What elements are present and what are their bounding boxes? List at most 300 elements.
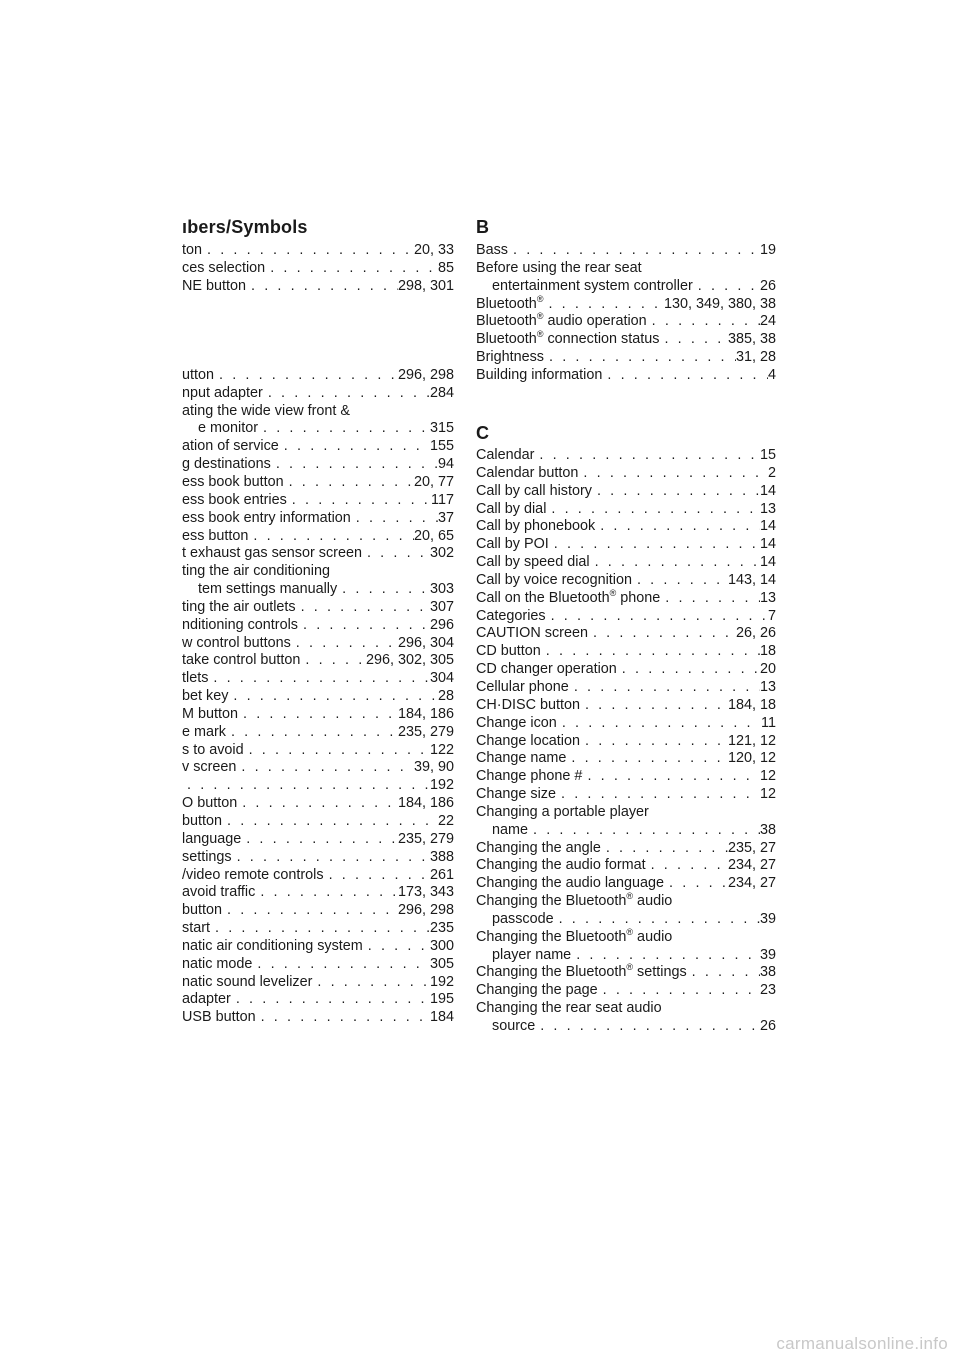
- index-entry-pages: 235, 279: [397, 723, 454, 740]
- index-spacer: [182, 296, 454, 314]
- index-entry-pages: 304: [429, 670, 454, 687]
- index-entry-pages: 155: [429, 438, 454, 455]
- index-entry-pages: 20, 65: [413, 527, 454, 544]
- dot-leader: [182, 777, 430, 795]
- index-entry: [476, 260, 776, 296]
- dot-leader: [214, 367, 398, 385]
- dot-leader: [231, 991, 430, 1009]
- dot-leader: [554, 911, 760, 929]
- index-entry-pages: 173, 343: [397, 884, 454, 901]
- dot-leader: [263, 385, 430, 403]
- index-entry-term: Call on the Bluetooth® phone: [476, 587, 661, 606]
- index-entry-term: t exhaust gas sensor screen: [182, 545, 362, 562]
- index-entry: [476, 893, 776, 929]
- dot-leader: [222, 902, 398, 920]
- dot-leader: [549, 536, 760, 554]
- index-entry-pages: 296, 302, 305: [365, 652, 454, 669]
- index-entry: [476, 964, 776, 982]
- dot-leader: [258, 420, 430, 438]
- section-heading-b: B: [476, 217, 490, 237]
- index-entry-pages: 296: [429, 616, 454, 633]
- dot-leader: [241, 831, 398, 849]
- index-entry: [476, 982, 776, 1000]
- index-entry: [476, 857, 776, 875]
- index-entry-term: Calendar: [476, 447, 535, 463]
- dot-leader: [546, 608, 768, 626]
- index-entry: [476, 367, 776, 385]
- index-entry-pages: 31, 28: [735, 349, 776, 366]
- index-entry-term: Changing the page: [476, 982, 598, 999]
- index-entry: [182, 456, 454, 474]
- index-entry-term: Call by POI: [476, 536, 549, 553]
- index-entry-pages: 12: [759, 768, 776, 785]
- index-entry: [476, 608, 776, 626]
- index-entry: [182, 563, 454, 599]
- index-entry: [182, 956, 454, 974]
- index-entry-pages: 18: [759, 643, 776, 660]
- index-entry-term: ces selection: [182, 259, 266, 276]
- index-entry: [476, 715, 776, 733]
- index-entry-term: ess button: [182, 527, 249, 544]
- entry-list-numbers-symbols: [182, 242, 454, 1027]
- dot-leader: [298, 617, 430, 635]
- dot-leader: [601, 840, 728, 858]
- index-entry: [182, 849, 454, 867]
- index-entry-term: Cellular phone: [476, 678, 569, 695]
- index-entry: [476, 733, 776, 751]
- index-entry-term: g destinations: [182, 456, 271, 473]
- index-entry: [476, 804, 776, 840]
- index-entry-pages: 14: [759, 518, 776, 535]
- index-entry: [476, 643, 776, 661]
- index-entry-pages: 122: [429, 741, 454, 758]
- dot-leader: [244, 742, 430, 760]
- index-entry-term: adapter: [182, 991, 231, 1008]
- dot-leader: [363, 938, 430, 956]
- dot-leader: [248, 528, 414, 546]
- index-entry-pages: 184, 186: [397, 795, 454, 812]
- index-entry: [476, 750, 776, 768]
- index-entry-pages: 39, 90: [413, 759, 454, 776]
- index-entry: [476, 447, 776, 465]
- dot-leader: [226, 724, 398, 742]
- dot-leader: [236, 759, 414, 777]
- index-entry: [182, 278, 454, 296]
- index-entry-term: take control button: [182, 652, 301, 669]
- dot-leader: [557, 715, 761, 733]
- index-entry-pages: 184: [429, 1009, 454, 1026]
- dot-leader: [312, 974, 430, 992]
- index-entry-term: Change icon: [476, 714, 557, 731]
- index-entry: [182, 688, 454, 706]
- index-entry: [182, 831, 454, 849]
- index-entry: [476, 625, 776, 643]
- index-entry: [476, 786, 776, 804]
- index-entry-pages: 300: [429, 937, 454, 954]
- index-entry: [182, 438, 454, 456]
- index-entry-term: Changing the angle: [476, 839, 601, 856]
- index-entry: [476, 465, 776, 483]
- index-entry-term: avoid traffic: [182, 884, 256, 901]
- index-entry-term: start: [182, 920, 210, 937]
- dot-leader: [284, 474, 414, 492]
- index-entry-term: source: [492, 1018, 536, 1034]
- index-entry-pages: 13: [759, 678, 776, 695]
- dot-leader: [541, 643, 760, 661]
- index-entry-term: bet key: [182, 688, 229, 705]
- index-entry: [182, 403, 454, 439]
- dot-leader: [646, 857, 728, 875]
- index-entry: [476, 768, 776, 786]
- dot-leader: [222, 813, 438, 831]
- index-entry-pages: 234, 27: [727, 875, 776, 892]
- index-entry: [182, 795, 454, 813]
- index-entry: [182, 938, 454, 956]
- index-entry: [182, 670, 454, 688]
- index-entry-pages: 261: [429, 866, 454, 883]
- dot-leader: [660, 590, 760, 608]
- index-entry: [182, 902, 454, 920]
- index-entry-pages: 13: [759, 500, 776, 517]
- index-entry: [476, 572, 776, 590]
- dot-leader: [543, 296, 664, 314]
- index-entry: [182, 242, 454, 260]
- index-entry: [182, 974, 454, 992]
- index-entry-term: Categories: [476, 607, 546, 624]
- index-entry-term: CAUTION screen: [476, 625, 588, 642]
- index-entry-term: e mark: [182, 723, 226, 740]
- index-entry: [182, 510, 454, 528]
- dot-leader: [287, 492, 431, 510]
- index-entry-pages: 15: [759, 447, 776, 463]
- index-entry-term: entertainment system controller: [492, 277, 693, 294]
- index-entry-term: CD button: [476, 643, 541, 660]
- index-entry-term: language: [182, 830, 242, 847]
- index-entry-term: nditioning controls: [182, 616, 298, 633]
- index-entry-term: Brightness: [476, 349, 544, 366]
- index-entry-term: tlets: [182, 670, 209, 687]
- dot-leader: [598, 982, 760, 1000]
- index-entry-pages: 14: [759, 554, 776, 571]
- index-entry-term: Call by phonebook: [476, 518, 596, 535]
- index-entry-term: Call by voice recognition: [476, 571, 632, 588]
- index-entry-pages: 388: [429, 848, 454, 865]
- index-entry-term: Change location: [476, 732, 581, 749]
- dot-leader: [569, 679, 760, 697]
- index-entry-pages: 235, 279: [397, 830, 454, 847]
- dot-leader: [324, 867, 430, 885]
- index-entry-pages: 94: [437, 456, 454, 473]
- watermark-text: carmanualsonline.info: [776, 1334, 948, 1353]
- index-entry-pages: 26: [759, 277, 776, 294]
- dot-leader: [296, 599, 430, 617]
- index-entry-pages: 234, 27: [727, 857, 776, 874]
- index-entry-term: Changing the audio format: [476, 857, 646, 874]
- index-entry-pages: 20: [759, 661, 776, 678]
- dot-leader: [300, 652, 366, 670]
- index-entry: [476, 587, 776, 608]
- index-entry-term: nput adapter: [182, 384, 263, 401]
- index-entry-pages: 296, 298: [397, 902, 454, 919]
- index-entry-term: name: [492, 821, 528, 838]
- dot-leader: [279, 438, 430, 456]
- index-entry-pages: 296, 304: [397, 634, 454, 651]
- dot-leader: [508, 242, 760, 260]
- index-entry: [476, 242, 776, 260]
- index-entry: [182, 385, 454, 403]
- index-entry-pages: 85: [437, 259, 454, 276]
- index-entry: [476, 293, 776, 314]
- index-entry: [182, 724, 454, 742]
- dot-leader: [208, 670, 430, 688]
- index-entry: [476, 518, 776, 536]
- index-entry-term: Bluetooth®: [476, 293, 544, 312]
- index-entry-term: Change name: [476, 750, 567, 767]
- index-entry-term: Building information: [476, 366, 603, 383]
- dot-leader: [232, 849, 430, 867]
- index-entry-term: ton: [182, 242, 203, 258]
- index-entry-term: ess book entry information: [182, 509, 351, 526]
- index-entry-pages: 22: [437, 813, 454, 829]
- dot-leader: [590, 554, 760, 572]
- index-entry-pages: 121, 12: [727, 732, 776, 749]
- index-entry-pages: 13: [759, 589, 776, 606]
- index-entry-term: passcode: [492, 910, 554, 927]
- index-entry-pages: 192: [429, 973, 454, 990]
- index-entry: [182, 706, 454, 724]
- index-entry-pages: 12: [759, 786, 776, 803]
- index-entry-term: button: [182, 902, 223, 919]
- dot-leader: [632, 572, 728, 590]
- index-entry-pages: 302: [429, 545, 454, 562]
- dot-leader: [544, 349, 736, 367]
- index-entry-pages: 307: [429, 598, 454, 615]
- index-entry: [182, 635, 454, 653]
- dot-leader: [592, 483, 760, 501]
- index-entry: [182, 777, 454, 795]
- dot-leader: [556, 786, 760, 804]
- index-entry: [182, 867, 454, 885]
- index-entry-term: Changing the Bluetooth® audio: [476, 926, 673, 945]
- index-entry-pages: 20, 77: [413, 473, 454, 490]
- dot-leader: [265, 260, 438, 278]
- index-entry-pages: 235: [429, 920, 454, 937]
- index-entry-pages: 184, 18: [727, 696, 776, 713]
- index-entry-term: natic air conditioning system: [182, 937, 363, 954]
- index-entry: [182, 652, 454, 670]
- dot-leader: [595, 518, 760, 536]
- index-entry-term: Before using the rear seat: [476, 259, 642, 276]
- index-entry: [476, 661, 776, 679]
- index-entry-term: button: [182, 813, 223, 829]
- index-entry-term: ting the air outlets: [182, 598, 296, 615]
- index-entry: [182, 813, 454, 831]
- dot-leader: [362, 545, 430, 563]
- index-entry-term: Bluetooth® audio operation: [476, 311, 647, 330]
- index-entry-term: ess book button: [182, 473, 284, 490]
- dot-leader: [566, 750, 728, 768]
- dot-leader: [210, 920, 430, 938]
- index-entry-term: tem settings manually: [198, 581, 338, 598]
- index-entry-term: natic sound levelizer: [182, 973, 313, 990]
- index-entry-term: player name: [492, 946, 572, 963]
- dot-leader: [534, 447, 760, 465]
- index-entry-term: Calendar button: [476, 464, 579, 481]
- index-entry-pages: 305: [429, 955, 454, 972]
- index-entry-term: w control buttons: [182, 634, 291, 651]
- index-entry-term: ation of service: [182, 438, 279, 455]
- index-entry: [476, 697, 776, 715]
- index-entry: [476, 536, 776, 554]
- index-entry: [476, 840, 776, 858]
- index-entry: [476, 926, 776, 965]
- index-entry-term: Changing the rear seat audio: [476, 1000, 662, 1017]
- index-entry-pages: 284: [429, 384, 454, 401]
- index-entry-pages: 28: [437, 688, 454, 705]
- index-entry-pages: 19: [759, 242, 776, 258]
- index-entry-term: /video remote controls: [182, 866, 324, 883]
- index-entry-term: O button: [182, 795, 238, 812]
- dot-leader: [647, 313, 760, 331]
- index-entry-term: USB button: [182, 1009, 256, 1026]
- index-entry-pages: 24: [759, 313, 776, 330]
- index-column-right: [476, 0, 776, 1360]
- index-entry-pages: 14: [759, 536, 776, 553]
- index-column-left: [182, 0, 454, 1360]
- dot-leader: [664, 875, 728, 893]
- index-entry-pages: 303: [429, 581, 454, 598]
- dot-leader: [237, 795, 398, 813]
- dot-leader: [246, 278, 398, 296]
- index-entry: [182, 742, 454, 760]
- dot-leader: [578, 465, 768, 483]
- index-entry-term: v screen: [182, 759, 237, 776]
- dot-leader: [291, 635, 398, 653]
- index-entry: [182, 884, 454, 902]
- index-entry: [182, 367, 454, 385]
- dot-leader: [659, 331, 728, 349]
- dot-leader: [571, 947, 760, 965]
- dot-leader: [602, 367, 768, 385]
- index-entry: [476, 313, 776, 331]
- index-entry-term: CD changer operation: [476, 661, 617, 678]
- index-entry-term: Call by speed dial: [476, 554, 590, 571]
- index-entry-pages: 37: [437, 509, 454, 526]
- index-entry-pages: 2: [767, 464, 776, 481]
- index-entry: [182, 759, 454, 777]
- index-entry-term: Changing the Bluetooth® settings: [476, 962, 687, 981]
- index-entry-pages: 298, 301: [397, 277, 454, 294]
- index-entry-pages: 192: [429, 777, 454, 794]
- dot-leader: [202, 242, 414, 260]
- index-entry-pages: 4: [767, 366, 776, 383]
- index-entry-pages: 120, 12: [727, 750, 776, 767]
- index-entry-pages: 117: [431, 491, 454, 508]
- index-entry-pages: 26, 26: [735, 625, 776, 642]
- index-entry-pages: 184, 186: [397, 705, 454, 722]
- dot-leader: [238, 706, 398, 724]
- dot-leader: [580, 733, 728, 751]
- dot-leader: [252, 956, 430, 974]
- index-entry-term: ting the air conditioning: [182, 563, 331, 580]
- index-entry: [182, 528, 454, 546]
- index-entry-pages: 7: [767, 607, 776, 624]
- index-entry: [476, 679, 776, 697]
- dot-leader: [535, 1018, 760, 1036]
- dot-leader: [588, 625, 736, 643]
- entry-list-c: [476, 447, 776, 1036]
- index-entry-term: Call by call history: [476, 482, 592, 499]
- index-entry-pages: 296, 298: [397, 366, 454, 383]
- index-entry-term: Changing the audio language: [476, 875, 665, 892]
- index-entry: [476, 349, 776, 367]
- index-entry-pages: 315: [429, 420, 454, 437]
- dot-leader: [687, 964, 760, 982]
- dot-leader: [351, 510, 438, 528]
- index-entry-pages: 38: [759, 964, 776, 981]
- index-spacer: [182, 349, 454, 367]
- dot-leader: [271, 456, 438, 474]
- index-entry-pages: 385, 38: [727, 331, 776, 348]
- index-entry: [182, 545, 454, 563]
- index-entry: [476, 501, 776, 519]
- index-spacer: [182, 313, 454, 331]
- dot-leader: [256, 1009, 430, 1027]
- index-spacer: [182, 331, 454, 349]
- index-entry-pages: 130, 349, 380, 38: [663, 295, 776, 312]
- section-heading-numbers-symbols: ıbers/Symbols: [182, 217, 308, 237]
- index-entry-term: Changing a portable player: [476, 803, 649, 820]
- index-entry-term: utton: [182, 366, 215, 383]
- index-entry-term: Change size: [476, 786, 556, 803]
- index-entry: [182, 920, 454, 938]
- index-entry-pages: 26: [759, 1018, 776, 1034]
- index-entry: [182, 991, 454, 1009]
- index-entry: [182, 599, 454, 617]
- index-entry-term: s to avoid: [182, 741, 244, 758]
- section-heading-c: C: [476, 423, 490, 443]
- index-entry-pages: 39: [759, 910, 776, 927]
- index-entry: [476, 554, 776, 572]
- index-entry-term: Change phone #: [476, 768, 583, 785]
- dot-leader: [582, 768, 760, 786]
- index-entry-term: CH·DISC button: [476, 696, 580, 713]
- index-entry-pages: 11: [761, 714, 776, 731]
- index-entry: [182, 260, 454, 278]
- dot-leader: [617, 661, 760, 679]
- index-entry-term: natic mode: [182, 955, 253, 972]
- dot-leader: [528, 822, 760, 840]
- index-entry-term: e monitor: [198, 420, 258, 437]
- index-entry-pages: 23: [759, 982, 776, 999]
- index-entry-pages: 14: [759, 482, 776, 499]
- index-entry-term: M button: [182, 705, 238, 722]
- index-entry-pages: 143, 14: [727, 571, 776, 588]
- index-entry-term: Bluetooth® connection status: [476, 329, 660, 348]
- dot-leader: [580, 697, 728, 715]
- index-entry: [476, 1000, 776, 1036]
- dot-leader: [255, 884, 398, 902]
- index-entry-pages: 195: [429, 991, 454, 1008]
- index-entry-term: ating the wide view front &: [182, 402, 350, 419]
- index-entry-pages: 235, 27: [727, 839, 776, 856]
- dot-leader: [546, 501, 760, 519]
- index-entry-term: Changing the Bluetooth® audio: [476, 891, 673, 910]
- index-entry-term: ess book entries: [182, 491, 287, 508]
- index-entry-term: NE button: [182, 277, 246, 294]
- index-entry: [476, 483, 776, 501]
- index-entry-term: settings: [182, 848, 232, 865]
